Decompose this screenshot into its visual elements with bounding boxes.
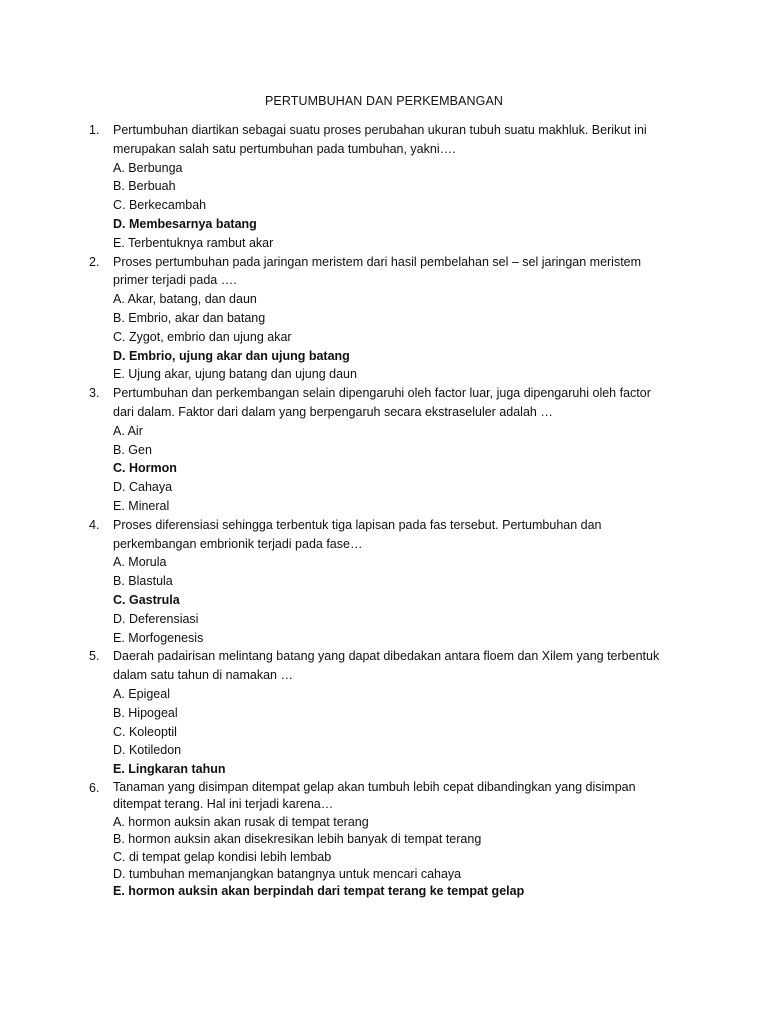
answer-option: B. Gen bbox=[113, 442, 152, 457]
question-number: 6. bbox=[89, 780, 100, 795]
answer-option: A. Epigeal bbox=[113, 686, 170, 701]
question-text-line: perkembangan embrionik terjadi pada fase… bbox=[113, 536, 363, 551]
answer-option: D. tumbuhan memanjangkan batangnya untuk mencari cahaya bbox=[113, 866, 462, 881]
answer-option: B. hormon auksin akan disekresikan lebih banyak di tempat terang bbox=[113, 832, 482, 847]
question-number: 2. bbox=[89, 254, 100, 269]
answer-option: D. Kotiledon bbox=[113, 743, 182, 758]
answer-option: A. Air bbox=[113, 423, 143, 438]
correct-answer-option: E. hormon auksin akan berpindah dari tempat terang ke tempat gelap bbox=[113, 884, 525, 899]
question-1 bbox=[89, 121, 689, 253]
answer-option: E. Mineral bbox=[113, 498, 170, 513]
correct-answer-option: C. Hormon bbox=[113, 461, 177, 476]
answer-option: B. Embrio, akar dan batang bbox=[113, 310, 266, 325]
correct-answer-option: E. Lingkaran tahun bbox=[113, 762, 226, 777]
question-text-line: Pertumbuhan dan perkembangan selain dipengaruhi oleh factor luar, juga dipengaruhi oleh factor bbox=[113, 386, 651, 401]
answer-option: A. Akar, batang, dan daun bbox=[113, 292, 257, 307]
document-title: PERTUMBUHAN DAN PERKEMBANGAN bbox=[264, 94, 504, 108]
question-4 bbox=[89, 516, 689, 648]
question-text-line: Proses pertumbuhan pada jaringan meristem dari hasil pembelahan sel – sel jaringan meristem bbox=[113, 254, 642, 269]
answer-option: C. di tempat gelap kondisi lebih lembab bbox=[113, 849, 332, 864]
question-5 bbox=[89, 647, 689, 779]
question-text-line: Tanaman yang disimpan ditempat gelap akan tumbuh lebih cepat dibandingkan yang disimpan bbox=[113, 779, 636, 794]
question-text-line: Proses diferensiasi sehingga terbentuk tiga lapisan pada fas tersebut. Pertumbuhan dan bbox=[113, 517, 602, 532]
answer-option: D. Deferensiasi bbox=[113, 611, 199, 626]
answer-option: A. Morula bbox=[113, 555, 167, 570]
question-text-line: merupakan salah satu pertumbuhan pada tumbuhan, yakni…. bbox=[113, 141, 456, 156]
question-text-line: primer terjadi pada …. bbox=[113, 273, 237, 288]
question-number: 1. bbox=[89, 123, 100, 137]
correct-answer-option: D. Embrio, ujung akar dan ujung batang bbox=[113, 348, 350, 363]
answer-option: C. Zygot, embrio dan ujung akar bbox=[113, 329, 292, 344]
answer-option: E. Morfogenesis bbox=[113, 630, 204, 645]
answer-option: B. Berbuah bbox=[113, 179, 176, 194]
question-text-line: dalam satu tahun di namakan … bbox=[113, 668, 293, 683]
question-number: 4. bbox=[89, 517, 100, 532]
question-text-line: Pertumbuhan diartikan sebagai suatu proses perubahan ukuran tubuh suatu makhluk. Berikut ini bbox=[113, 123, 647, 137]
correct-answer-option: D. Membesarnya batang bbox=[113, 216, 257, 231]
question-6 bbox=[89, 779, 689, 901]
answer-option: E. Terbentuknya rambut akar bbox=[113, 235, 274, 250]
question-2 bbox=[89, 253, 689, 385]
question-list bbox=[89, 121, 689, 901]
question-number: 3. bbox=[89, 386, 100, 401]
correct-answer-option: C. Gastrula bbox=[113, 592, 180, 607]
question-text-line: dari dalam. Faktor dari dalam yang berpengaruh secara ekstraseluler adalah … bbox=[113, 404, 553, 419]
answer-option: E. Ujung akar, ujung batang dan ujung daun bbox=[113, 367, 357, 382]
answer-option: C. Koleoptil bbox=[113, 724, 177, 739]
question-text-line: Daerah padairisan melintang batang yang dapat dibedakan antara floem dan Xilem yang terbentuk bbox=[113, 649, 660, 664]
question-3 bbox=[89, 384, 689, 516]
answer-option: C. Berkecambah bbox=[113, 198, 207, 213]
answer-option: B. Blastula bbox=[113, 574, 173, 589]
answer-option: B. Hipogeal bbox=[113, 705, 178, 720]
question-text-line: ditempat terang. Hal ini terjadi karena… bbox=[113, 797, 334, 812]
question-number: 5. bbox=[89, 649, 100, 664]
answer-option: A. Berbunga bbox=[113, 160, 183, 175]
answer-option: A. hormon auksin akan rusak di tempat terang bbox=[113, 814, 369, 829]
answer-option: D. Cahaya bbox=[113, 480, 173, 495]
